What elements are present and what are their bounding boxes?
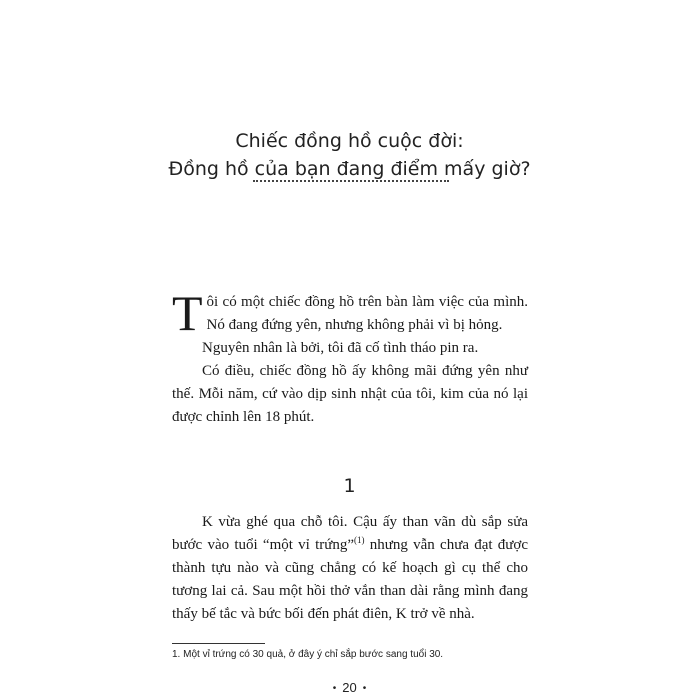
page-number: 20	[342, 680, 357, 695]
footnote: 1. Một vỉ trứng có 30 quả, ở đây ý chỉ sắp bước sang tuổi 30.	[172, 649, 444, 660]
section-paragraph-1	[172, 511, 528, 626]
intro-paragraph-1-text: ôi có một chiếc đồng hồ trên bàn làm việc của mình. Nó đang đứng yên, nhưng không phải vì bị hỏng.	[206, 294, 528, 333]
chapter-title-line-1: Chiếc đồng hồ cuộc đời:	[235, 130, 464, 152]
bullet-left: •	[332, 683, 337, 694]
page-number-footer	[0, 680, 699, 698]
chapter-title	[0, 127, 699, 183]
section-paragraph-1-end: nhưng vẫn chưa đạt được thành tựu nào và cũng chẳng có kế hoạch gì cụ thể cho tương lai cả. Sau một hồi thở vắn than dài rằng mình đang thấy bế tắc và bức bối đến phát điên, K trở về nhà.	[172, 537, 529, 622]
intro-paragraph-1	[172, 285, 528, 341]
intro-text	[172, 285, 528, 429]
section-paragraph-1-start: K vừa ghé qua chỗ tôi. Cậu ấy than vãn dù sắp sửa bước vào tuổi “một vỉ trứng”	[172, 514, 528, 553]
bullet-right: •	[362, 683, 367, 694]
footnote-reference[interactable]: (1)	[354, 535, 365, 545]
intro-paragraph-3: Có điều, chiếc đồng hồ ấy không mãi đứng yên như thế. Mỗi năm, cứ vào dịp sinh nhật của tôi, kim của nó lại được chỉnh lên 18 phút.	[172, 363, 528, 425]
title-dotted-rule	[253, 180, 449, 182]
footnote-separator	[172, 643, 265, 644]
drop-cap: T	[172, 285, 203, 341]
section-number: 1	[343, 475, 356, 497]
chapter-title-line-2: Đồng hồ của bạn đang điểm mấy giờ?	[168, 158, 531, 180]
intro-paragraph-2: Nguyên nhân là bởi, tôi đã cố tình tháo pin ra.	[202, 340, 479, 356]
section-text	[172, 511, 528, 626]
